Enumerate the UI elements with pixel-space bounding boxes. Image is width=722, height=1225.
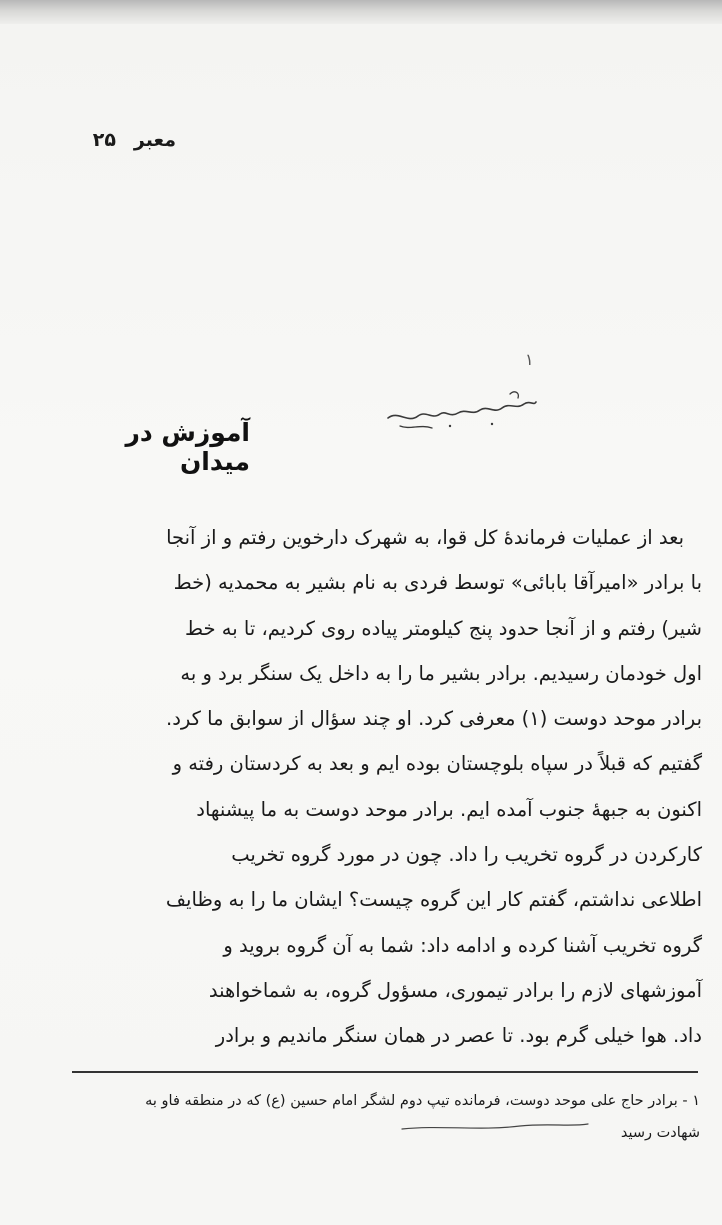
scan-edge: [0, 0, 722, 24]
text-line: شیر) رفتم و از آنجا حدود پنج کیلومتر پیاده روی کردیم، تا به خط: [185, 616, 702, 640]
pen-underline-mark: [400, 1117, 590, 1137]
text-line: اطلاعی نداشتم، گفتم کار این گروه چیست؟ ایشان ما را به وظایف: [165, 888, 702, 912]
text-line: آموزشهای لازم را برادر تیموری، مسؤول گروه، به شماخواهند: [208, 978, 702, 1002]
footnote-divider: [72, 1071, 698, 1073]
handwritten-signature: [380, 380, 540, 440]
chapter-title: آموزش در میدان: [125, 418, 250, 476]
text-line: اکنون به جبههٔ جنوب آمده ایم. برادر موحد دوست به ما پیشنهاد: [196, 797, 702, 821]
page-header: [66, 124, 176, 156]
footnote: [60, 1085, 700, 1149]
text-line: برادر موحد دوست (۱) معرفی کرد. او چند سؤال از سوابق ما کرد.: [166, 707, 702, 731]
page-number: ۲۵: [92, 129, 116, 151]
text-line: گفتیم که قبلاً در سپاه بلوچستان بوده ایم و بعد به کردستان رفته و: [172, 752, 702, 776]
text-line: کارکردن در گروه تخریب را داد. چون در مورد گروه تخریب: [231, 843, 702, 867]
text-line: گروه تخریب آشنا کرده و ادامه داد: شما به آن گروه بروید و: [223, 933, 702, 957]
book-title: معبر: [133, 129, 176, 151]
footnote-line: شهادت رسید: [620, 1125, 700, 1141]
footnote-line: ۱ - برادر حاج علی موحد دوست، فرمانده تیپ دوم لشگر امام حسین (ع) که در منطقه فاو به: [145, 1093, 700, 1109]
text-line: با برادر «امیرآقا بابائی» توسط فردی به نام بشیر به محمدیه (خط: [173, 571, 702, 595]
text-line: داد. هوا خیلی گرم بود. تا عصر در همان سنگر ماندیم و برادر: [215, 1024, 702, 1048]
text-line: بعد از عملیات فرماندهٔ کل قوا، به شهرک دارخوین رفتم و از آنجا: [166, 526, 684, 549]
body-text: [66, 515, 702, 1059]
note-marker: ۱: [525, 350, 534, 369]
text-line: اول خودمان رسیدیم. برادر بشیر ما را به داخل یک سنگر برد و به: [180, 661, 702, 685]
